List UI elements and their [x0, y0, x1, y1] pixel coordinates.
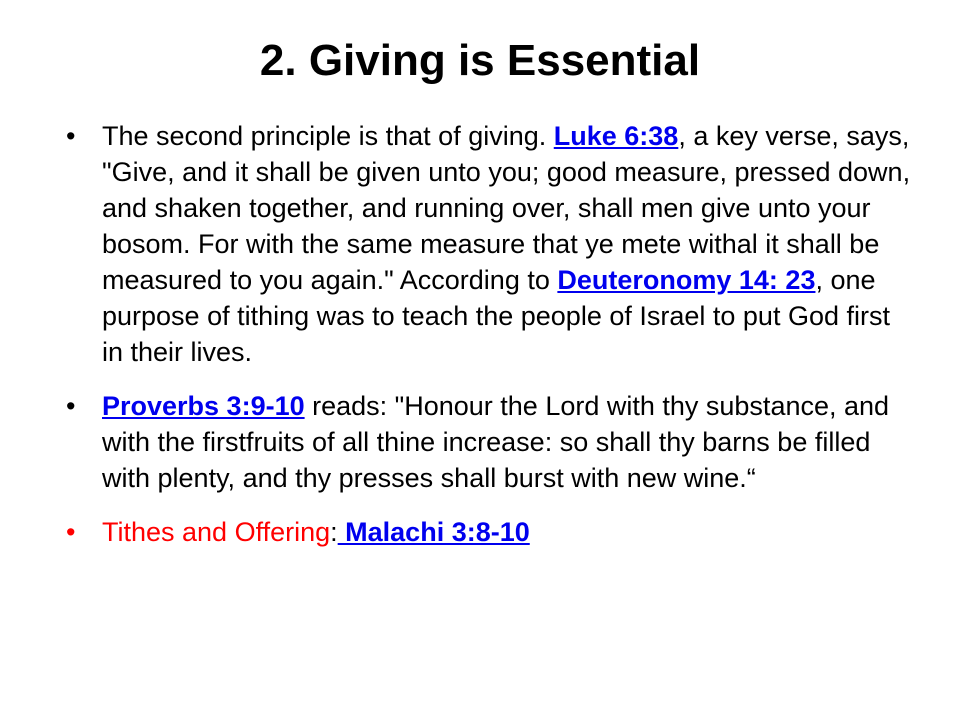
bullet-text: , one purpose of tithing was to teach the people of Israel to put God first in their lives. [102, 265, 890, 367]
bullet-giving-principle [102, 118, 912, 370]
link-deuteronomy-14-23[interactable]: Deuteronomy 14: 23 [557, 265, 816, 295]
bullet-proverbs [102, 388, 912, 496]
bullet-text: reads: "Honour the Lord with thy substance, and with the firstfruits of all thine increase: so shall thy barns be filled with plenty, and thy presses shall burst with new wine.“ [102, 391, 890, 493]
slide-title: 2. Giving is Essential [259, 36, 701, 85]
bullet-list [0, 118, 960, 568]
link-luke-6-38[interactable]: Luke 6:38 [553, 121, 679, 151]
bullet-text: , a key verse, says, "Give, and it shall be given unto you; good measure, pressed down, and shaken together, and running over, shall men give unto your bosom. For with the same measure that ye mete withal it shall be measured to you again." According to [102, 121, 911, 295]
tithes-separator: : [330, 517, 338, 547]
link-malachi-3-8-10[interactable]: Malachi 3:8-10 [337, 517, 530, 547]
bullet-text: The second principle is that of giving. [102, 121, 554, 151]
bullet-tithes [102, 514, 912, 550]
link-proverbs-3-9-10[interactable]: Proverbs 3:9-10 [102, 391, 305, 421]
tithes-label: Tithes and Offering [102, 517, 331, 547]
